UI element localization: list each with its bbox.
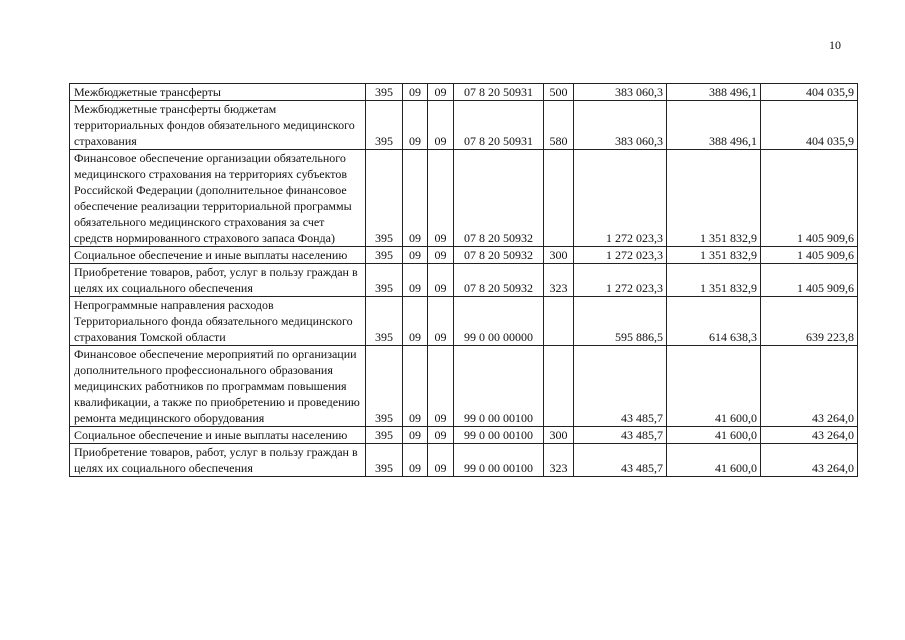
cell-amount-year-2: 1 351 832,9 (667, 150, 761, 247)
cell-admin-code: 395 (366, 84, 403, 101)
cell-amount-year-3: 1 405 909,6 (761, 150, 858, 247)
cell-subsection: 09 (428, 444, 454, 477)
cell-expense-type: 500 (544, 84, 574, 101)
table-row (70, 264, 858, 297)
cell-name (70, 101, 366, 150)
cell-name (70, 150, 366, 247)
cell-admin-code: 395 (366, 297, 403, 346)
cell-subsection: 09 (428, 150, 454, 247)
cell-subsection: 09 (428, 101, 454, 150)
cell-section: 09 (403, 101, 428, 150)
cell-expense-type: 323 (544, 264, 574, 297)
cell-amount-year-3: 43 264,0 (761, 427, 858, 444)
cell-amount-year-3: 404 035,9 (761, 101, 858, 150)
cell-subsection: 09 (428, 247, 454, 264)
cell-admin-code: 395 (366, 444, 403, 477)
row-label: Межбюджетные трансферты (74, 85, 221, 99)
cell-target-article: 99 0 00 00000 (454, 297, 544, 346)
cell-amount-year-3: 404 035,9 (761, 84, 858, 101)
cell-section: 09 (403, 84, 428, 101)
table-row (70, 101, 858, 150)
cell-name (70, 84, 366, 101)
table-row (70, 247, 858, 264)
cell-amount-year-1: 1 272 023,3 (574, 150, 667, 247)
row-label: Непрограммные направления расходов Территориального фонда обязательного медицинского страхования Томской области (74, 298, 353, 344)
cell-subsection: 09 (428, 84, 454, 101)
cell-amount-year-1: 1 272 023,3 (574, 247, 667, 264)
cell-section: 09 (403, 427, 428, 444)
cell-amount-year-1: 43 485,7 (574, 427, 667, 444)
row-label: Финансовое обеспечение мероприятий по организации дополнительного профессионального образования медицинских работников по программам повышения квалификации, а также по приобретению и проведению ремонта медицинского оборудования (74, 347, 360, 425)
cell-amount-year-2: 388 496,1 (667, 101, 761, 150)
cell-section: 09 (403, 346, 428, 427)
page-number: 10 (829, 38, 841, 52)
cell-section: 09 (403, 150, 428, 247)
cell-expense-type (544, 297, 574, 346)
cell-expense-type (544, 150, 574, 247)
cell-amount-year-3: 639 223,8 (761, 297, 858, 346)
cell-target-article: 07 8 20 50931 (454, 84, 544, 101)
cell-admin-code: 395 (366, 264, 403, 297)
cell-amount-year-3: 1 405 909,6 (761, 247, 858, 264)
cell-admin-code: 395 (366, 247, 403, 264)
table-row (70, 84, 858, 101)
row-label: Приобретение товаров, работ, услуг в пользу граждан в целях их социального обеспечения (74, 445, 358, 475)
cell-amount-year-2: 41 600,0 (667, 346, 761, 427)
cell-target-article: 99 0 00 00100 (454, 444, 544, 477)
cell-section: 09 (403, 297, 428, 346)
cell-admin-code: 395 (366, 427, 403, 444)
budget-table (69, 83, 858, 477)
cell-subsection: 09 (428, 427, 454, 444)
cell-expense-type: 300 (544, 427, 574, 444)
cell-amount-year-3: 43 264,0 (761, 444, 858, 477)
row-label: Приобретение товаров, работ, услуг в пользу граждан в целях их социального обеспечения (74, 265, 358, 295)
cell-expense-type (544, 346, 574, 427)
table-row (70, 427, 858, 444)
cell-target-article: 07 8 20 50932 (454, 264, 544, 297)
cell-amount-year-2: 1 351 832,9 (667, 247, 761, 264)
cell-subsection: 09 (428, 264, 454, 297)
cell-amount-year-1: 383 060,3 (574, 84, 667, 101)
cell-name (70, 264, 366, 297)
cell-amount-year-3: 1 405 909,6 (761, 264, 858, 297)
cell-name (70, 297, 366, 346)
table-row (70, 150, 858, 247)
cell-section: 09 (403, 444, 428, 477)
cell-section: 09 (403, 247, 428, 264)
cell-amount-year-2: 1 351 832,9 (667, 264, 761, 297)
cell-amount-year-1: 43 485,7 (574, 444, 667, 477)
row-label: Межбюджетные трансферты бюджетам территориальных фондов обязательного медицинского страхования (74, 102, 355, 148)
cell-section: 09 (403, 264, 428, 297)
cell-expense-type: 580 (544, 101, 574, 150)
cell-amount-year-1: 595 886,5 (574, 297, 667, 346)
row-label: Социальное обеспечение и иные выплаты населению (74, 248, 348, 262)
cell-target-article: 07 8 20 50932 (454, 150, 544, 247)
cell-target-article: 07 8 20 50932 (454, 247, 544, 264)
cell-subsection: 09 (428, 297, 454, 346)
cell-target-article: 99 0 00 00100 (454, 346, 544, 427)
cell-name (70, 427, 366, 444)
cell-amount-year-1: 383 060,3 (574, 101, 667, 150)
cell-amount-year-2: 614 638,3 (667, 297, 761, 346)
cell-target-article: 07 8 20 50931 (454, 101, 544, 150)
cell-amount-year-3: 43 264,0 (761, 346, 858, 427)
table-body (70, 84, 858, 477)
cell-amount-year-2: 388 496,1 (667, 84, 761, 101)
cell-target-article: 99 0 00 00100 (454, 427, 544, 444)
table-row (70, 346, 858, 427)
cell-admin-code: 395 (366, 346, 403, 427)
cell-expense-type: 300 (544, 247, 574, 264)
cell-admin-code: 395 (366, 150, 403, 247)
cell-name (70, 346, 366, 427)
cell-amount-year-2: 41 600,0 (667, 427, 761, 444)
cell-expense-type: 323 (544, 444, 574, 477)
table-row (70, 444, 858, 477)
cell-subsection: 09 (428, 346, 454, 427)
cell-name (70, 247, 366, 264)
table-row (70, 297, 858, 346)
cell-amount-year-1: 43 485,7 (574, 346, 667, 427)
row-label: Финансовое обеспечение организации обязательного медицинского страхования на территориях субъектов Российской Федерации (дополнительное финансовое обеспечение реализации территориальной программы обязательного медицинского страхования за счет средств нормированного страхового запаса Фонда) (74, 151, 352, 245)
cell-amount-year-2: 41 600,0 (667, 444, 761, 477)
cell-admin-code: 395 (366, 101, 403, 150)
cell-name (70, 444, 366, 477)
cell-amount-year-1: 1 272 023,3 (574, 264, 667, 297)
row-label: Социальное обеспечение и иные выплаты населению (74, 428, 348, 442)
